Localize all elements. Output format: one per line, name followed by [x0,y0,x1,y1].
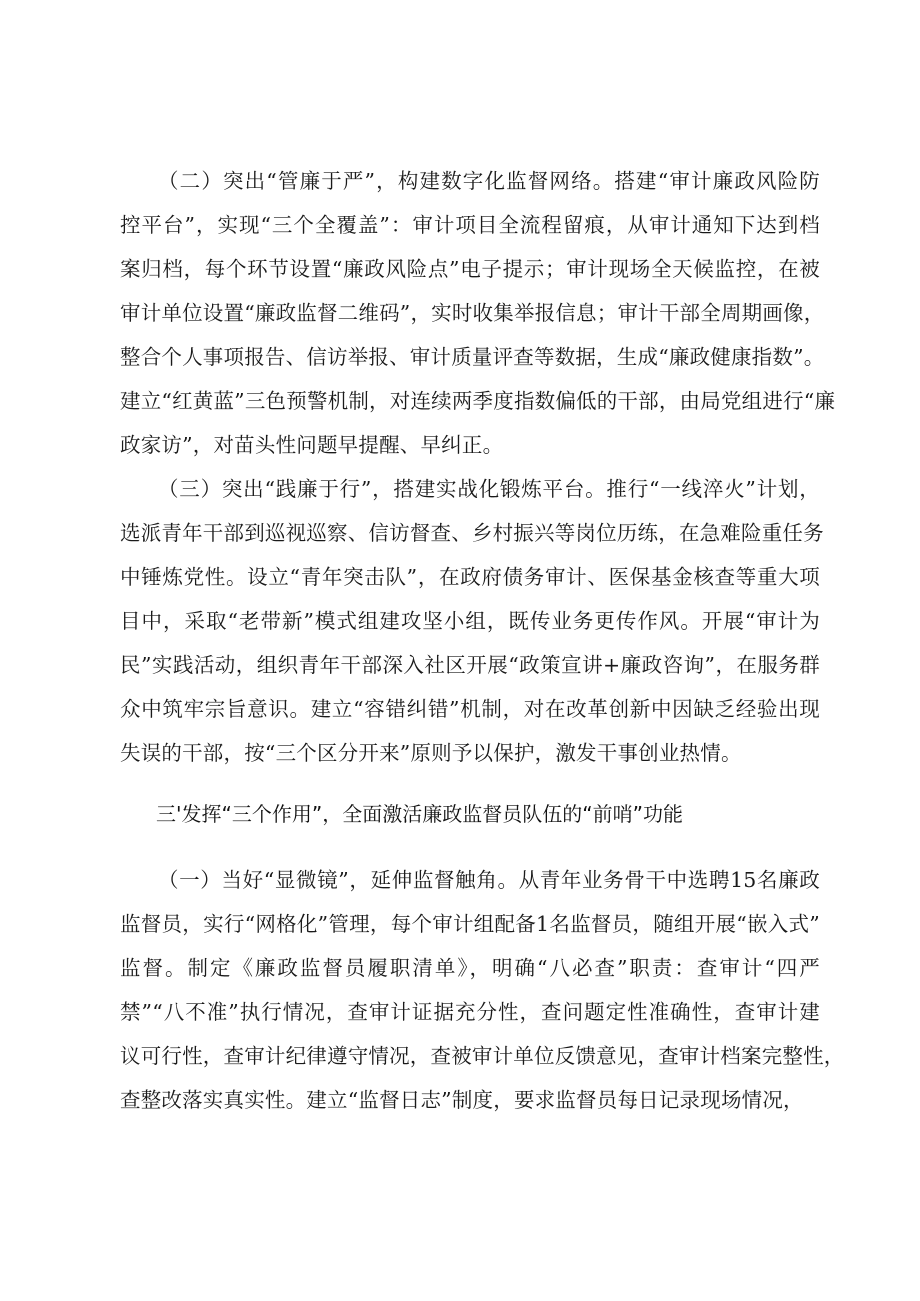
paragraph-line: 中锤炼党性。设立“青年突击队”，在政府债务审计、医保基金核查等重大项 [120,565,820,589]
paragraph-line: （一）当好“显微镜”，延伸监督触角。从青年业务骨干中选聘15名廉政 [158,868,820,892]
paragraph-line: 政家访”，对苗头性问题早提醒、早纠正。 [120,433,504,457]
section-heading: 三'发挥“三个作用”，全面激活廉政监督员队伍的“前哨”功能 [156,802,683,826]
paragraph-line: 建立“红黄蓝”三色预警机制，对连续两季度指数偏低的干部，由局党组进行“廉 [120,389,836,413]
paragraph-line: （三）突出“践廉于行”，搭建实战化锻炼平台。推行“一线淬火”计划， [158,477,820,501]
paragraph-line: 议可行性，查审计纪律遵守情况，查被审计单位反馈意见，查审计档案完整性， [120,1044,845,1068]
paragraph-line: 众中筑牢宗旨意识。建立“容错纠错”机制，对在改革创新中因缺乏经验出现 [120,697,820,721]
paragraph-4 [120,858,845,1122]
paragraph-line: 监督。制定《廉政监督员履职清单》，明确“八必查”职责：查审计“四严 [120,956,820,980]
paragraph-line: 民”实践活动，组织青年干部深入社区开展“政策宣讲+廉政咨询”，在服务群 [120,653,820,677]
paragraph-line: 查整改落实真实性。建立“监督日志”制度，要求监督员每日记录现场情况， [120,1088,804,1112]
paragraph-line: 监督员，实行“网格化”管理，每个审计组配备1名监督员，随组开展“嵌入式” [120,912,820,936]
paragraph-line: 选派青年干部到巡视巡察、信访督查、乡村振兴等岗位历练，在急难险重任务 [120,521,824,545]
paragraph-line: 整合个人事项报告、信访举报、审计质量评查等数据，生成“廉政健康指数”。 [120,345,825,369]
paragraph-line: 目中，采取“老带新”模式组建攻坚小组，既传业务更传作风。开展“审计为 [120,609,820,633]
paragraph-line: 审计单位设置“廉政监督二维码”，实时收集举报信息；审计干部全周期画像， [120,301,825,325]
paragraph-line: 控平台”，实现“三个全覆盖”：审计项目全流程留痕，从审计通知下达到档 [120,213,820,237]
paragraph-line: （二）突出“管廉于严”，构建数字化监督网络。搭建“审计廉政风险防 [158,169,820,193]
paragraph-line: 失误的干部，按“三个区分开来”原则予以保护，激发干事创业热情。 [120,741,742,765]
paragraph-line: 禁”“八不准”执行情况，查审计证据充分性，查问题定性准确性，查审计建 [120,1000,820,1024]
paragraph-line: 案归档，每个环节设置“廉政风险点”电子提示；审计现场全天候监控，在被 [120,257,820,281]
paragraph-2 [120,159,836,775]
